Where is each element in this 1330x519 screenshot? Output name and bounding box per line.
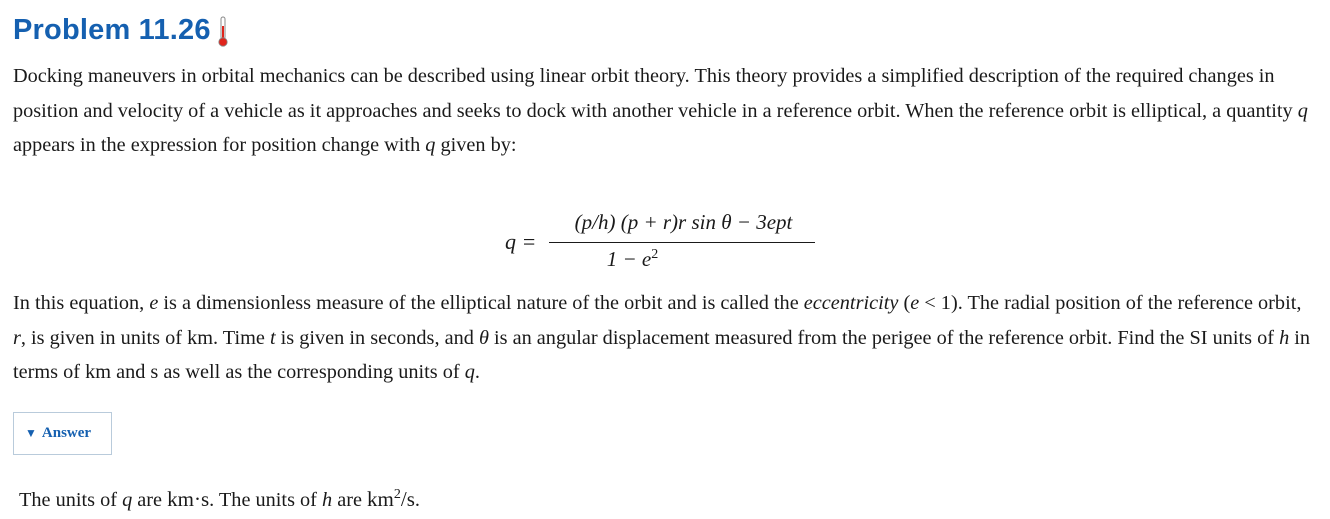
intro-text: given by: (435, 134, 517, 156)
equation-numerator: (p/h) (p + r)r sin θ − 3ept (574, 210, 793, 234)
equation-denominator (551, 247, 714, 272)
term-eccentricity: eccentricity (803, 292, 899, 314)
explanation-text: is given in seconds, and (275, 326, 479, 349)
math-var-r: r (13, 326, 21, 349)
thermometer-icon (217, 16, 229, 48)
answer-text-part: are (132, 489, 168, 511)
answer-text (19, 478, 420, 517)
intro-text: appears in the expression for position change with (13, 134, 426, 156)
math-var-h: h (322, 489, 333, 511)
explanation-text: ( (898, 292, 911, 314)
math-var-t: t (269, 326, 276, 349)
math-var-q: q (1297, 99, 1308, 122)
math-var-q: q (464, 361, 475, 383)
math-var-e: e (910, 292, 920, 314)
math-var-q: q (122, 489, 133, 511)
answer-text-part: The units of (19, 489, 123, 511)
explanation-text: , is given in units of km. Time (20, 326, 270, 349)
math-var-q: q (425, 134, 436, 156)
answer-text-part: . (414, 489, 420, 511)
intro-text: Docking maneuvers in orbital mechanics can be described using linear orbit theory. This theory provides a simplified description of the required changes in position and velocity of a vehicle as it approaches and seeks to dock with another vehicle in a reference orbit. When the reference orbit is elliptical, a quantity (13, 65, 1298, 122)
explanation-text: in terms of km and s as well as the corresponding units of (13, 326, 1311, 383)
problem-title: Problem 11.26 (13, 13, 211, 46)
units-of-h-exponent: 2 (393, 487, 401, 502)
math-var-theta: θ (478, 326, 489, 349)
answer-text-part: . The units of (209, 489, 322, 511)
explanation-text: . (474, 361, 480, 383)
units-of-h-per-second: /s (400, 487, 415, 511)
math-var-h: h (1279, 326, 1290, 349)
answer-text-part: are (332, 489, 368, 511)
units-of-h-base: km (367, 487, 394, 511)
explanation-text: is a dimensionless measure of the elliptical nature of the orbit and is called the (158, 292, 804, 314)
explanation-text: < 1). The radial position of the reference orbit, (919, 292, 1302, 314)
problem-intro (13, 59, 1313, 163)
explanation-text: is an angular displacement measured from the perigee of the reference orbit. Find the SI units of (488, 326, 1280, 349)
problem-explanation (13, 286, 1313, 390)
equation-lhs: q = (505, 229, 537, 254)
answer-toggle-label: Answer (41, 425, 92, 441)
triangle-down-icon: ▼ (25, 426, 37, 440)
fraction-bar (549, 242, 815, 243)
denominator-exponent: 2 (651, 247, 659, 262)
units-of-q: km·s (167, 487, 210, 511)
math-var-e: e (149, 292, 159, 314)
problem-header (13, 10, 229, 50)
equation-q (0, 200, 1330, 280)
explanation-text: In this equation, (13, 292, 150, 314)
denominator-base: 1 − e (606, 247, 652, 271)
answer-toggle-button[interactable] (13, 412, 112, 455)
